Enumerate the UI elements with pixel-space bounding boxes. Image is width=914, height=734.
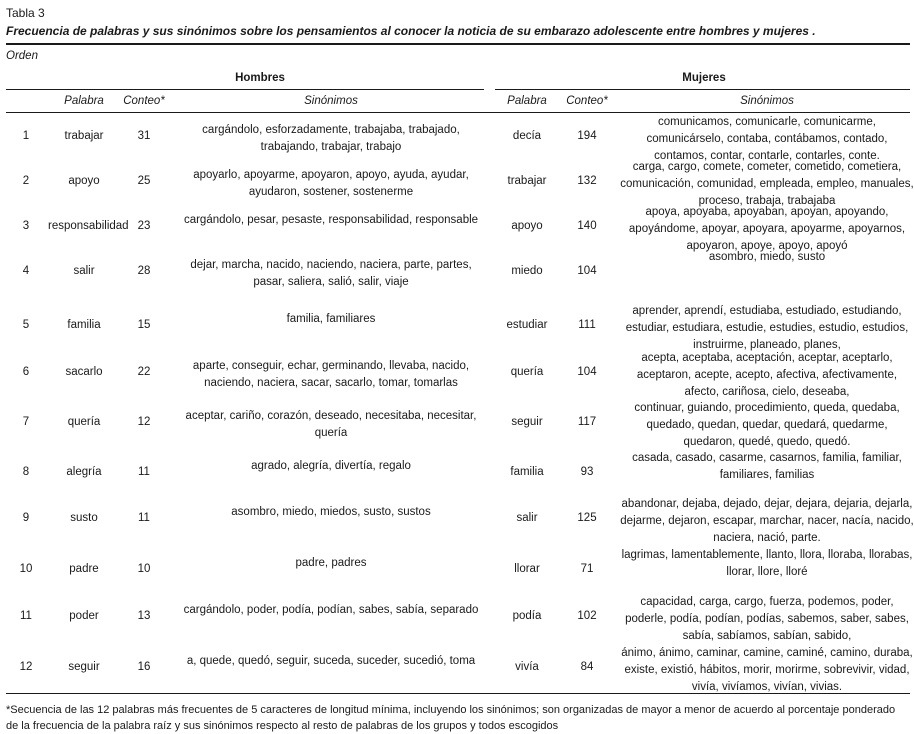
conteo-mujeres-cell: 132 (577, 175, 597, 187)
orden-cell: 3 (22, 220, 30, 232)
conteo-hombres-cell: 11 (138, 512, 150, 524)
group-mujeres-rule (495, 89, 910, 90)
orden-cell: 4 (22, 265, 30, 277)
conteo-mujeres-cell: 194 (577, 130, 597, 142)
header-rule (6, 112, 910, 113)
palabra-mujeres-cell: llorar (514, 563, 540, 575)
table-number: Tabla 3 (6, 6, 45, 20)
conteo-mujeres-cell: 104 (577, 265, 597, 277)
conteo-hombres-cell: 15 (137, 319, 151, 331)
palabra-hombres-cell: quería (67, 416, 101, 428)
sinonimos-mujeres-cell: abandonar, dejaba, dejado, dejar, dejara, dejaria, dejarla, dejarme, dejaron, escapar, marchar, nacer, nacía, nacido, naciera, nació, parte. (620, 498, 914, 544)
palabra-hombres-cell: responsabilidad (48, 220, 129, 232)
palabra-mujeres-cell: vivía (515, 661, 539, 673)
group-hombres: Hombres (235, 72, 285, 84)
bottom-rule (6, 693, 910, 694)
conteo-hombres-cell: 10 (137, 563, 151, 575)
orden-cell: 9 (22, 512, 30, 524)
sinonimos-mujeres-cell: casada, casado, casarme, casarnos, familia, familiar, familiares, familias (632, 452, 902, 481)
title-rule (6, 43, 910, 45)
conteo-mujeres-cell: 111 (578, 319, 596, 331)
palabra-hombres-cell: padre (69, 563, 99, 575)
orden-cell: 10 (19, 563, 33, 575)
sinonimos-mujeres-cell: comunicamos, comunicarle, comunicarme, comunicárselo, contaba, contábamos, contado, contamos, contar, contarle, contarles, conte. (646, 116, 888, 162)
sinonimos-hombres-cell: aparte, conseguir, echar, germinando, llevaba, nacido, naciendo, naciera, sacar, sacarlo, tomar, tomarlas (192, 360, 470, 389)
orden-header: Orden (6, 50, 38, 62)
conteo-hombres-cell: 28 (137, 265, 151, 277)
orden-cell: 1 (22, 130, 30, 142)
palabra-hombres-cell: seguir (68, 661, 100, 673)
palabra-hombres-cell: poder (69, 610, 99, 622)
palabra-mujeres-cell: seguir (511, 416, 543, 428)
header-palabra-hombres: Palabra (64, 95, 104, 107)
palabra-mujeres-cell: podía (512, 610, 542, 622)
palabra-mujeres-cell: miedo (511, 265, 543, 277)
palabra-hombres-cell: alegría (66, 466, 102, 478)
sinonimos-mujeres-cell: carga, cargo, comete, cometer, cometido, cometiera, comunicación, comunidad, empleada, empleo, manuales, proceso, trabaja, trabajaba (620, 161, 914, 207)
conteo-hombres-cell: 16 (137, 661, 151, 673)
orden-cell: 5 (22, 319, 30, 331)
sinonimos-hombres-cell: asombro, miedo, miedos, susto, sustos (231, 506, 431, 518)
palabra-hombres-cell: salir (73, 265, 95, 277)
sinonimos-hombres-cell: cargándolo, esforzadamente, trabajaba, trabajado, trabajando, trabajar, trabajo (202, 124, 460, 153)
sinonimos-hombres-cell: aceptar, cariño, corazón, deseado, necesitaba, necesitar, quería (185, 410, 477, 439)
sinonimos-hombres-cell: agrado, alegría, divertía, regalo (251, 460, 411, 472)
header-conteo-mujeres: Conteo* (566, 95, 608, 107)
orden-cell: 6 (22, 366, 30, 378)
sinonimos-mujeres-cell: capacidad, carga, cargo, fuerza, podemos, poder, poderle, podía, podían, podías, sabemos, saber, sabes, sabía, sabíamos, sabían, sabido, (625, 596, 909, 642)
conteo-hombres-cell: 23 (137, 220, 151, 232)
conteo-hombres-cell: 12 (137, 416, 151, 428)
sinonimos-mujeres-cell: asombro, miedo, susto (708, 251, 826, 263)
header-sinonimos-mujeres: Sinónimos (740, 95, 794, 107)
conteo-mujeres-cell: 71 (580, 563, 594, 575)
group-hombres-rule (6, 89, 484, 90)
conteo-hombres-cell: 25 (137, 175, 151, 187)
palabra-hombres-cell: susto (70, 512, 98, 524)
header-sinonimos-hombres: Sinónimos (304, 95, 358, 107)
sinonimos-mujeres-cell: lagrimas, lamentablemente, llanto, llora, lloraba, llorabas, llorar, llore, lloré (621, 549, 913, 578)
palabra-mujeres-cell: estudiar (506, 319, 548, 331)
palabra-hombres-cell: trabajar (64, 130, 104, 142)
palabra-mujeres-cell: quería (510, 366, 544, 378)
sinonimos-mujeres-cell: continuar, guiando, procedimiento, queda, quedaba, quedado, quedan, quedar, quedará, quedarme, quedaron, quedé, quedo, quedó. (634, 402, 900, 448)
conteo-mujeres-cell: 104 (577, 366, 597, 378)
palabra-mujeres-cell: decía (512, 130, 542, 142)
conteo-hombres-cell: 13 (137, 610, 151, 622)
orden-cell: 2 (22, 175, 30, 187)
sinonimos-hombres-cell: cargándolo, poder, podía, podían, sabes, sabía, separado (183, 604, 479, 616)
palabra-hombres-cell: apoyo (68, 175, 100, 187)
palabra-mujeres-cell: trabajar (507, 175, 547, 187)
palabra-hombres-cell: sacarlo (65, 366, 103, 378)
palabra-hombres-cell: familia (67, 319, 101, 331)
conteo-mujeres-cell: 117 (577, 416, 597, 428)
sinonimos-hombres-cell: a, quede, quedó, seguir, suceda, suceder, sucedió, toma (186, 655, 476, 667)
orden-cell: 8 (22, 466, 30, 478)
conteo-mujeres-cell: 93 (580, 466, 594, 478)
palabra-mujeres-cell: familia (510, 466, 544, 478)
table-title: Frecuencia de palabras y sus sinónimos sobre los pensamientos al conocer la noticia de su embarazo adolescente entre hombres y mujeres . (6, 24, 816, 38)
sinonimos-hombres-cell: cargándolo, pesar, pesaste, responsabilidad, responsable (183, 214, 479, 226)
conteo-mujeres-cell: 140 (577, 220, 597, 232)
conteo-hombres-cell: 31 (137, 130, 151, 142)
footnote: *Secuencia de las 12 palabras más frecuentes de 5 caracteres de longitud mínima, incluyendo los sinónimos; son organizadas de mayor a menor de acuerdo al porcentaje ponderado de la frecuencia de la palabra raíz y sus sinónimos respecto al resto de palabras de los grupos y todos escogidos (6, 704, 896, 732)
conteo-hombres-cell: 22 (137, 366, 151, 378)
sinonimos-hombres-cell: dejar, marcha, nacido, naciendo, naciera, parte, partes, pasar, saliera, salió, salir, viaje (190, 259, 472, 288)
orden-cell: 11 (20, 610, 32, 622)
conteo-hombres-cell: 11 (138, 466, 150, 478)
palabra-mujeres-cell: apoyo (511, 220, 543, 232)
header-palabra-mujeres: Palabra (507, 95, 547, 107)
sinonimos-hombres-cell: padre, padres (295, 557, 367, 569)
sinonimos-mujeres-cell: apoya, apoyaba, apoyaban, apoyan, apoyando, apoyándome, apoyar, apoyara, apoyarme, apoyarnos, apoyaron, apoye, apoyo, apoyó (628, 206, 906, 252)
conteo-mujeres-cell: 102 (577, 610, 597, 622)
conteo-mujeres-cell: 84 (580, 661, 594, 673)
sinonimos-hombres-cell: apoyarlo, apoyarme, apoyaron, apoyo, ayuda, ayudar, ayudaron, sostener, sostenerme (193, 169, 469, 198)
sinonimos-mujeres-cell: ánimo, ánimo, caminar, camine, caminé, camino, duraba, existe, existió, hábitos, morir, morirme, sobrevivir, vidad, vivía, vivíamos, vivían, vivias. (621, 647, 913, 693)
sinonimos-mujeres-cell: acepta, aceptaba, aceptación, aceptar, aceptarlo, aceptaron, acepte, acepto, afectiva, afectivamente, afecto, cariñosa, cielo, deseaba, (636, 352, 898, 398)
conteo-mujeres-cell: 125 (577, 512, 597, 524)
group-mujeres: Mujeres (682, 72, 726, 84)
orden-cell: 12 (19, 661, 33, 673)
sinonimos-hombres-cell: familia, familiares (286, 313, 376, 325)
orden-cell: 7 (22, 416, 30, 428)
header-conteo-hombres: Conteo* (123, 95, 165, 107)
palabra-mujeres-cell: salir (516, 512, 538, 524)
sinonimos-mujeres-cell: aprender, aprendí, estudiaba, estudiado, estudiando, estudiar, estudiara, estudie, estudies, estudio, estudios, instruirme, planeado, planes, (625, 305, 909, 351)
